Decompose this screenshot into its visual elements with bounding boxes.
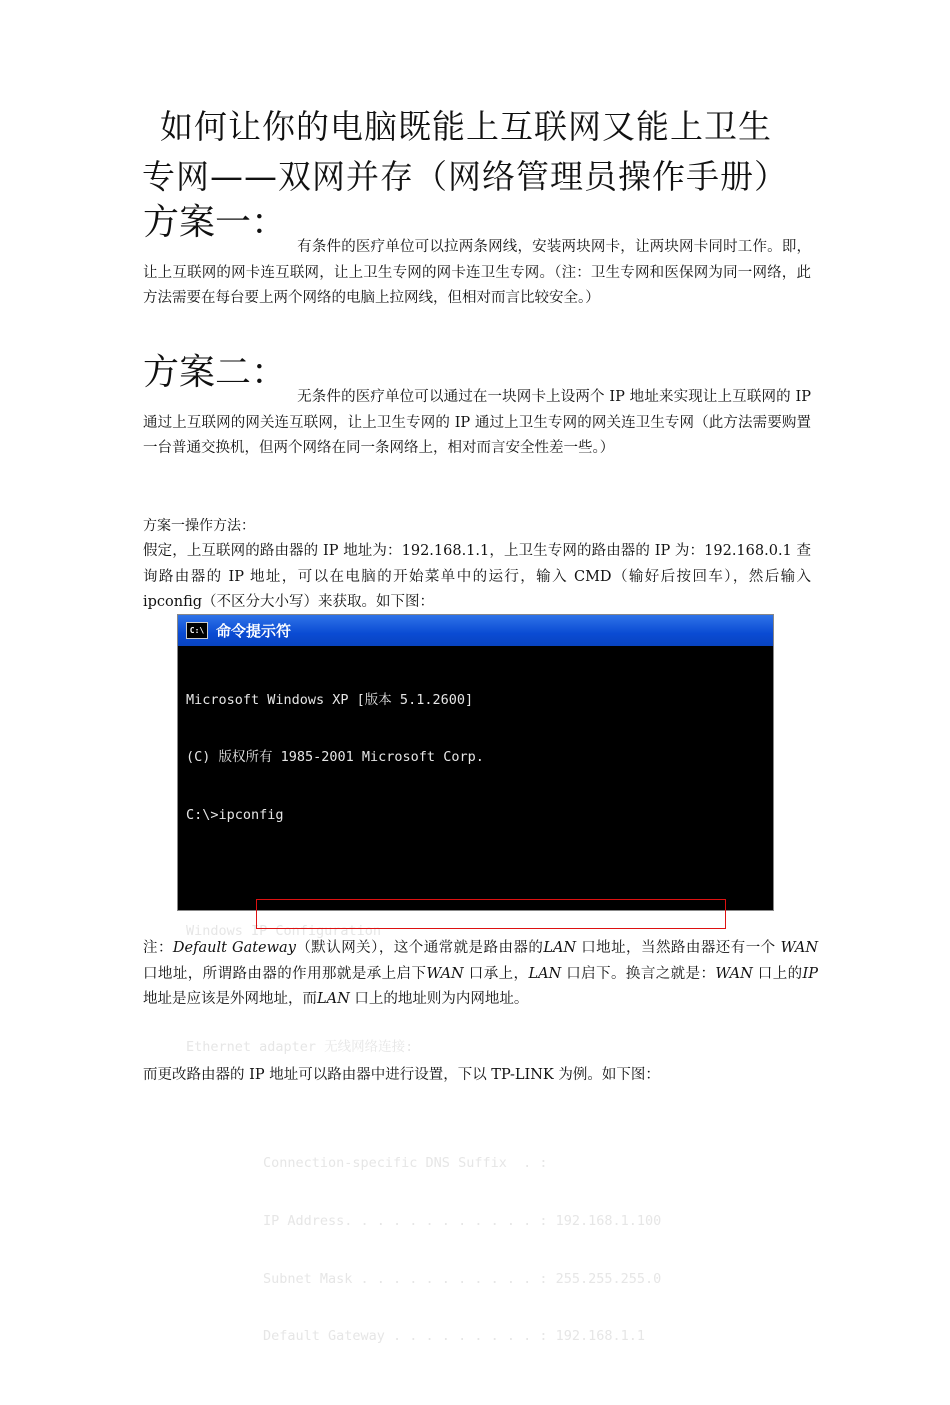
note-text: （默认网关），这个通常就是路由器的 [295,940,544,956]
method-heading: 方案一操作方法： [143,518,255,534]
cmd-line-ip: IP Address. . . . . . . . . . . . : 192.168.1.100 [263,1212,662,1229]
cmd-line-ipconfig: Windows IP Configuration [186,923,382,940]
plan1-text-rest: 工作。即，让上互联网的网卡连互联网，让上卫生专网的网卡连卫生专网。（注：卫生专网和医保网为同一网络，此方法需要在每台要上两个网络的电脑上拉网线，但相对而言比较安全。） [143,239,812,306]
method-paragraph: 假定，上互联网的路由器的 IP 地址为：192.168.1.1，上卫生专网的路由器的 IP 为：192.168.0.1 查询路由器的 IP 地址，可以在电脑的开始菜单中的运行，输入 CMD（输好后按回车），然后输入 ipconfig（不区分大小写）来获取。如下图： [143,543,811,610]
document-title [142,102,822,202]
cmd-line-prompt: C:\>ipconfig [186,807,284,824]
cmd-titlebar [178,615,773,646]
cmd-window-title: 命令提示符 [216,622,292,640]
footer-paragraph: 而更改路由器的 IP 地址可以路由器中进行设置，下以 TP-LINK 为例。如下图： [143,1067,660,1083]
plan2-text-rest: 联网的 IP 通过上互联网的网关连互联网，让上卫生专网的 IP 通过上卫生专网的网关连卫生专网（此方法需要购置一台普通交换机，但两个网络在同一条网络上，相对而言安全性差一些。） [143,389,811,456]
note-text: 口承上， [463,965,529,982]
note-lan-term: LAN [317,991,350,1007]
plan2-paragraph [143,385,811,462]
cmd-line-dns: Connection-specific DNS Suffix . : [263,1154,548,1171]
plan2-text-line1: 无条件的医疗单位可以通过在一块网卡上设两个 IP 地址来实现让上互 [297,389,747,405]
cmd-line-gateway: Default Gateway . . . . . . . . . : 192.168.1.1 [263,1328,646,1345]
plan1-paragraph [143,235,811,312]
note-ip-term: IP [802,965,819,982]
gateway-highlight-box [256,899,726,929]
note-text: 口启下。换言之就是： [561,965,716,982]
note-lan-term: LAN [543,940,577,956]
note-text: 口地址，当然路由器还有一个 [576,940,781,956]
note-text: 口地址，所谓路由器的作用那就是承上启下 [143,965,427,982]
gateway-note [143,936,818,1013]
cmd-line-copyright: (C) 版权所有 1985-2001 Microsoft Corp. [186,749,484,766]
plan2-heading: 方案二： [143,352,288,393]
note-wan-term: WAN [715,965,753,982]
title-line-1: 如何让你的电脑既能上互联网又能上卫生 [160,107,772,146]
cmd-line-version: Microsoft Windows XP [版本 5.1.2600] [186,691,474,708]
cmd-output [178,646,773,1405]
plan1-text-line1: 有条件的医疗单位可以拉两条网线，安装两块网卡，让两块网卡同时 [297,239,738,255]
note-text: 口上的地址则为内网地址。 [349,991,529,1007]
note-text: 注： [143,940,173,956]
cmd-line-mask: Subnet Mask . . . . . . . . . . . : 255.255.255.0 [263,1270,662,1287]
note-wan-term: WAN [426,965,464,982]
plan1-heading: 方案一： [143,202,288,243]
cmd-line-adapter: Ethernet adapter 无线网络连接: [186,1038,414,1055]
note-text: 口上的 [752,965,803,982]
note-gateway-term: Default Gateway [172,940,296,956]
note-wan-term: WAN [780,940,819,956]
cmd-icon: C:\ [186,622,208,639]
note-lan-term: LAN [528,965,562,982]
title-line-2: 专网——双网并存（网络管理员操作手册） [142,157,788,196]
note-text: 地址是应该是外网地址，而 [143,991,317,1007]
